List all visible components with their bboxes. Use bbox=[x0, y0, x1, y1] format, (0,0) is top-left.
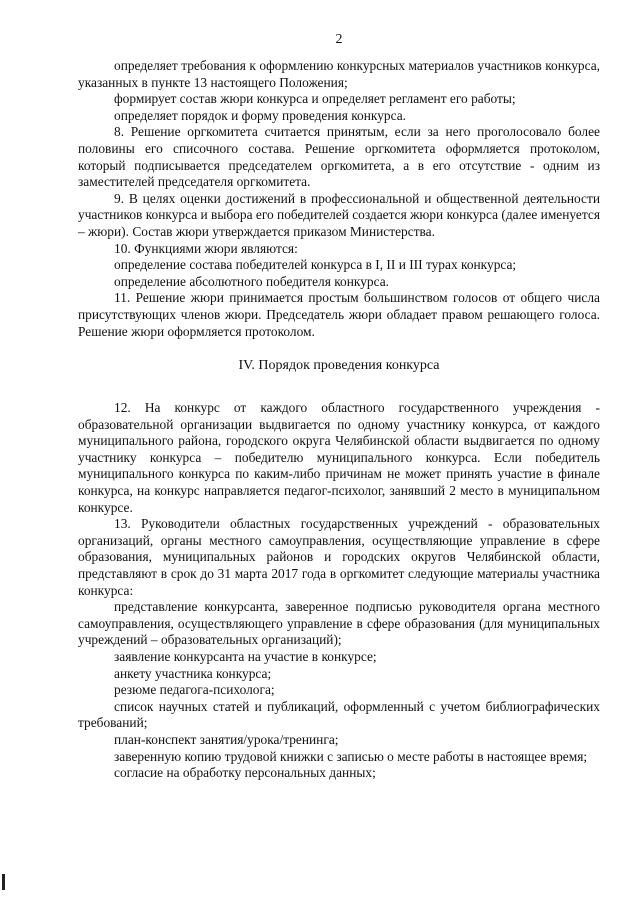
paragraph: список научных статей и публикаций, оформленный с учетом библиографических требований; bbox=[78, 698, 600, 731]
paragraph: 12. На конкурс от каждого областного государственного учреждения - образовательной организации выдвигается по одному участнику конкурса, от каждого муниципального района, городского округа Челябинской области выдвигается по одному участнику конкурса – победителю муниципального конкурса. Если победитель муниципального конкурса по каким-либо причинам не может принять участие в финале конкурса, на конкурс направляется педагог-психолог, занявший 2 место в муниципальном конкурсе. bbox=[78, 400, 600, 515]
scan-edge-mark bbox=[2, 874, 5, 890]
page-number: 2 bbox=[335, 32, 343, 47]
list-item: анкету участника конкурса; bbox=[114, 665, 272, 681]
paragraph: 10. Функциями жюри являются: bbox=[114, 240, 298, 256]
list-item: определяет порядок и форму проведения конкурса. bbox=[114, 107, 406, 123]
paragraph: определяет требования к оформлению конкурсных материалов участников конкурса, указанных в пункте 13 настоящего Положения; bbox=[78, 58, 600, 90]
text-before-section bbox=[78, 58, 600, 340]
paragraph: 9. В целях оценки достижений в профессиональной и общественной деятельности участников конкурса и выбора его победителей создается жюри конкурса (далее именуется – жюри). Состав жюри утверждается приказом Министерства. bbox=[78, 190, 600, 239]
section-title: IV. Порядок проведения конкурса bbox=[238, 358, 440, 374]
list-item: план-конспект занятия/урока/тренинга; bbox=[114, 731, 339, 747]
text-after-section bbox=[78, 400, 600, 782]
list-item: определение состава победителей конкурса в I, II и III турах конкурса; bbox=[114, 257, 517, 273]
paragraph: заверенную копию трудовой книжки с записью о месте работы в настоящее время; bbox=[114, 748, 588, 764]
paragraph: 8. Решение оргкомитета считается принятым, если за него проголосовало более половины его списочного состава. Решение оргкомитета оформляется протоколом, который подписывается председателем оргкомитета, а в его отсутствие - одним из заместителей председателя оргкомитета. bbox=[78, 124, 600, 190]
list-item: согласие на обработку персональных данных; bbox=[114, 765, 376, 781]
list-item: заявление конкурсанта на участие в конкурсе; bbox=[114, 649, 377, 664]
list-item: определение абсолютного победителя конкурса. bbox=[114, 273, 389, 289]
paragraph: представление конкурсанта, заверенное подписью руководителя органа местного самоуправления, осуществляющего управление в сфере образования (для муниципальных учреждений – образовательных организаций); bbox=[78, 599, 600, 648]
paragraph: 11. Решение жюри принимается простым большинством голосов от общего числа присутствующих членов жюри. Председатель жюри обладает правом решающего голоса. Решение жюри оформляется протоколом. bbox=[78, 290, 600, 339]
list-item: формирует состав жюри конкурса и определяет регламент его работы; bbox=[114, 91, 516, 107]
paragraph: 13. Руководители областных государственных учреждений - образовательных организаций, органы местного самоуправления, осуществляющие управление в сфере образования, муниципальных районов и городских округов Челябинской области, представляют в срок до 31 марта 2017 года в оргкомитет следующие материалы участника конкурса: bbox=[78, 516, 600, 598]
list-item: резюме педагога-психолога; bbox=[114, 682, 275, 698]
